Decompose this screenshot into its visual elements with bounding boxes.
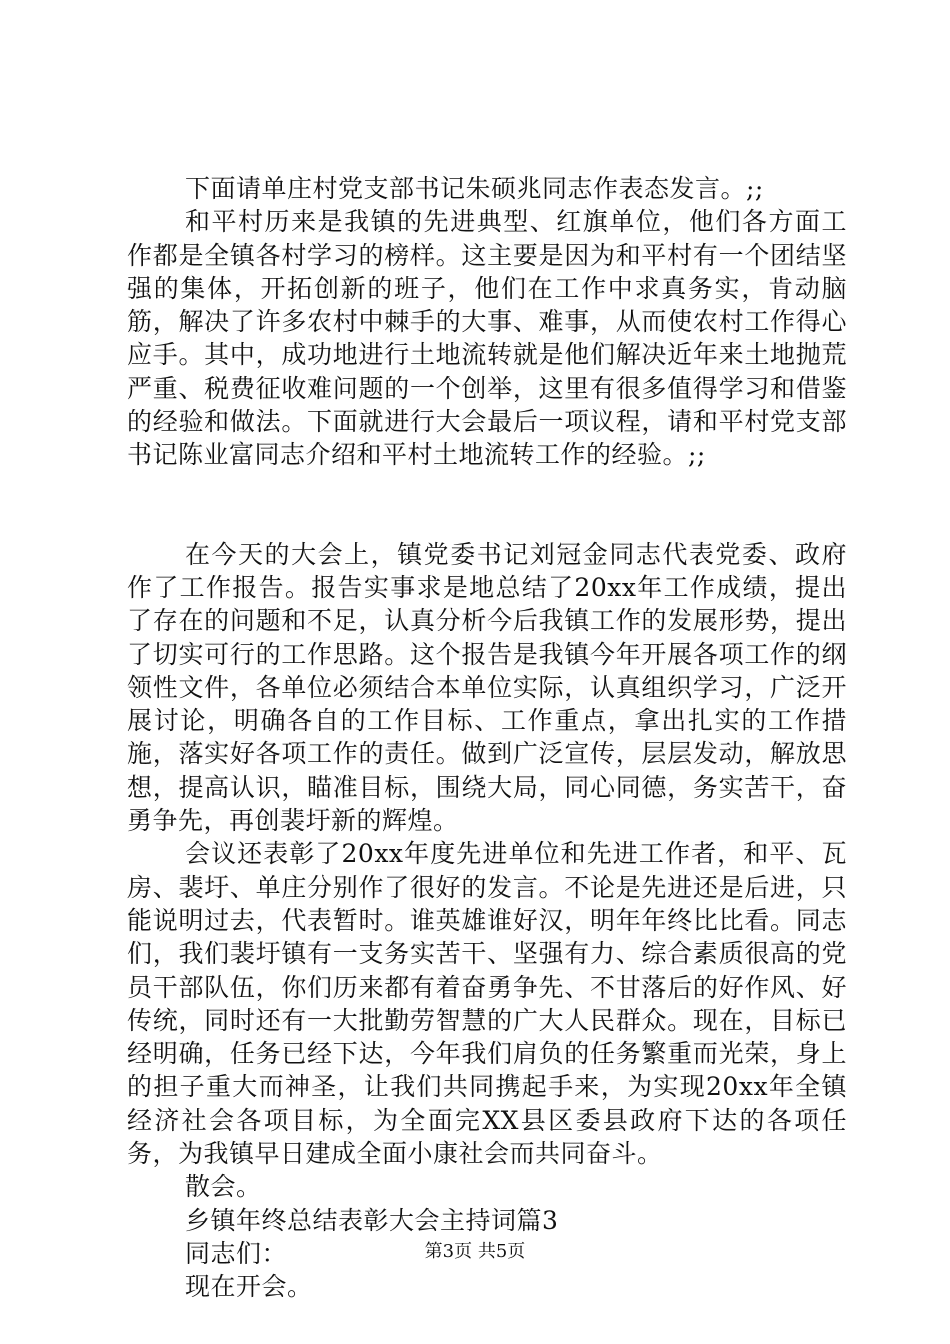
section-heading: 乡镇年终总结表彰大会主持词篇3 bbox=[185, 1205, 559, 1235]
page-footer: 第3页 共5页 bbox=[424, 1241, 526, 1262]
document-body bbox=[127, 172, 847, 1304]
paragraph-meeting-open: 现在开会。 bbox=[185, 1272, 313, 1302]
paragraph-speech-invitation: 下面请单庄村党支部书记朱硕兆同志作表态发言。;; bbox=[185, 174, 764, 203]
paragraph-greeting: 同志们： bbox=[185, 1238, 288, 1268]
paragraph-adjourn: 散会。 bbox=[185, 1172, 262, 1202]
paragraph-work-report: 在今天的大会上，镇党委书记刘冠金同志代表党委、政府作了工作报告。报告实事求是地总结了20xx年工作成绩，提出了存在的问题和不足，认真分析今后我镇工作的发展形势，提出了切实可行的工作思路。这个报告是我镇今年开展各项工作的纲领性文件，各单位必须结合本单位实际，认真组织学习，广泛开展讨论，明确各自的工作目标、工作重点，拿出扎实的工作措施，落实好各项工作的责任。做到广泛宣传，层层发动，解放思想，提高认识，瞄准目标，围绕大局，同心同德，务实苦干，奋勇争先，再创裴圩新的辉煌。 bbox=[127, 539, 847, 836]
paragraph-gap bbox=[127, 472, 847, 538]
paragraph-commendation: 会议还表彰了20xx年度先进单位和先进工作者，和平、瓦房、裴圩、单庄分别作了很好的发言。不论是先进还是后进，只能说明过去，代表暂时。谁英雄谁好汉，明年年终比比看。同志们，我们裴圩镇有一支务实苦干、坚强有力、综合素质很高的党员干部队伍，你们历来都有着奋勇争先、不甘落后的好作风、好传统，同时还有一大批勤劳智慧的广大人民群众。现在，目标已经明确，任务已经下达，今年我们肩负的任务繁重而光荣，身上的担子重大而神圣，让我们共同携起手来，为实现20xx年全镇经济社会各项目标，为全面完XX县区委县政府下达的各项任务，为我镇早日建成全面小康社会而共同奋斗。 bbox=[127, 839, 847, 1169]
paragraph-heping-village: 和平村历来是我镇的先进典型、红旗单位，他们各方面工作都是全镇各村学习的榜样。这主要是因为和平村有一个团结坚强的集体，开拓创新的班子，他们在工作中求真务实，肯动脑筋，解决了许多农村中棘手的大事、难事，从而使农村工作得心应手。其中，成功地进行土地流转就是他们解决近年来土地抛荒严重、税费征收难问题的一个创举，这里有很多值得学习和借鉴的经验和做法。下面就进行大会最后一项议程，请和平村党支部书记陈业富同志介绍和平村土地流转工作的经验。;; bbox=[127, 207, 847, 470]
